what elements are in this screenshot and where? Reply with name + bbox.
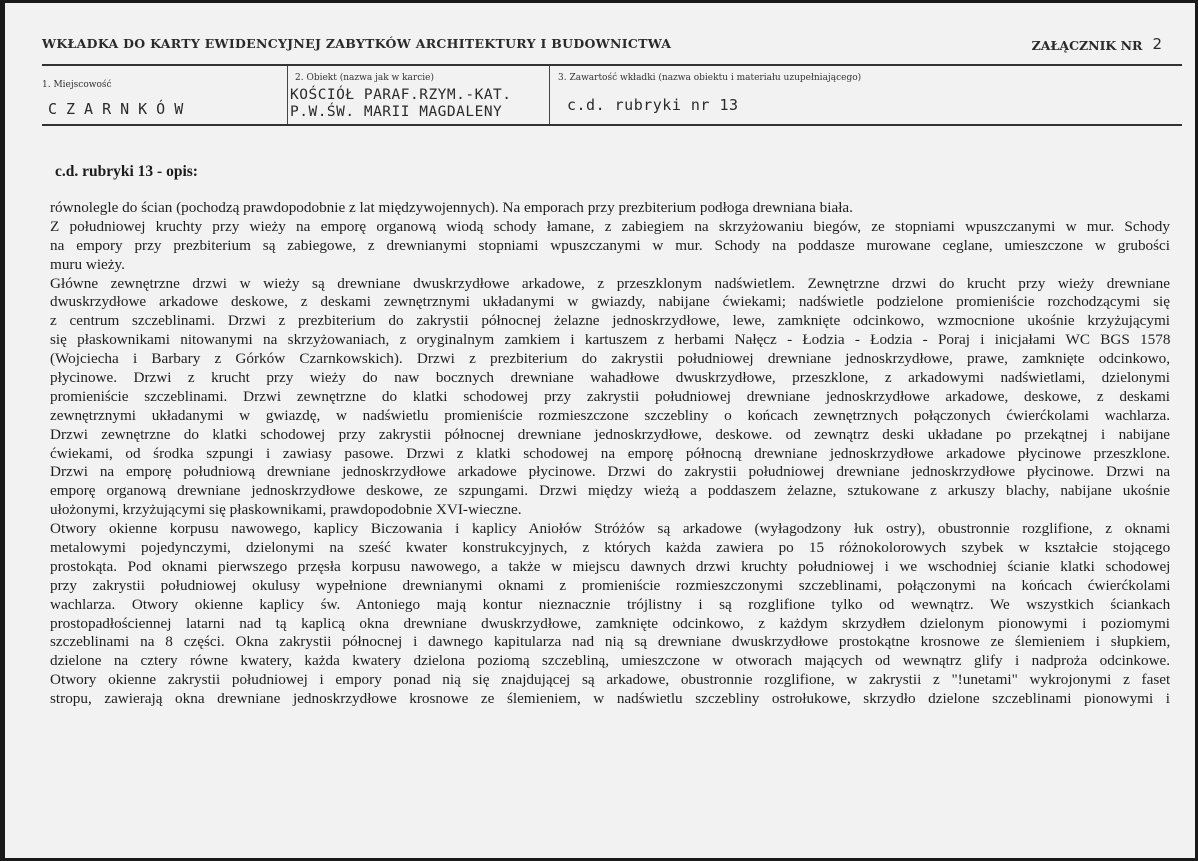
attachment-label-text: ZAŁĄCZNIK NR	[1031, 38, 1143, 53]
field-divider-1	[287, 66, 288, 124]
document-title: WKŁADKA DO KARTY EWIDENCYJNEJ ZABYTKÓW ARCHITEKTURY I BUDOWNICTWA	[42, 36, 672, 51]
header-top-rule	[42, 64, 1182, 66]
scanned-document-page	[5, 3, 1195, 858]
description-line: Drzwi zewnętrzne do klatki schodowej przy zakrystii północnej drewniane jednoskrzydłowe, deskowe. od zewnątrz deski układane po przekątnej i nabijane	[50, 425, 1170, 443]
description-line: Otwory okienne zakrystii południowej i empory ponad nią się znajdującej są arkadowe, obustronnie rozglifione, w zakrystii z "!unetami" wykrojonymi z faset	[50, 671, 1170, 689]
description-line: zewnętrznymi układanymi w gwiazdę, w nadświetlu promieniście rozmieszczone szczebliny o końcach zewnętrznych połączonych ćwierćkolami wachlarza.	[50, 406, 1170, 424]
description-line: z centrum szczeblinami. Drzwi z prezbiterium do zakrystii północnej żelazne jednoskrzydłowe, lewe, zamknięte odcinkowo, wzmocnione ukośnie krzyżującymi	[50, 312, 1170, 330]
description-line: przy zakrystii południowej okulusy wypełnione drewnianymi oknami z promieniście rozmieszczonymi szczeblinami, połączonymi na końcach ćwierćkolami	[50, 576, 1170, 594]
description-body	[50, 199, 1170, 709]
description-line: Z południowej kruchty przy wieży na emporę organową wiodą schody łamane, z zabiegiem na skrzyżowaniu biegów, ze stopniami wpuszczanymi w mur. Schody	[50, 217, 1170, 235]
object-value	[290, 87, 512, 121]
description-line: Główne zewnętrzne drzwi w wieży są drewniane dwuskrzydłowe arkadowe, z przeszklonym nadświetlem. Zewnętrzne drzwi do krucht przy wieży drewniane	[50, 274, 1170, 292]
contents-label: 3. Zawartość wkładki (nazwa obiektu i materiału uzupełniającego)	[558, 73, 862, 83]
attachment-number: 2	[1152, 35, 1162, 53]
header-bottom-rule	[42, 124, 1182, 126]
section-heading: c.d. rubryki 13 - opis:	[55, 163, 198, 180]
object-label: 2. Obiekt (nazwa jak w karcie)	[295, 73, 434, 83]
description-line: się płaskownikami nitowanymi na skrzyżowaniach, z oryginalnym zamkiem i kartuszem z herbami Nałęcz - Łodzia - Łodzia - Poraj i inicjałami WC BGS 1578	[50, 331, 1170, 349]
description-line: stropu, zawierają okna drewniane jednoskrzydłowe krosnowe ze ślemieniem, w nadświetlu szczebliny ostrołukowe, skrzydło dzielone szczeblinami pionowymi i	[50, 690, 1170, 708]
description-line: szczeblinami na 8 części. Okna zakrystii północnej i dawnego kapitularza nad nią są drewniane dwuskrzydłowe prostokątne krosnowe ze ślemieniem i słupkiem,	[50, 633, 1170, 651]
description-line: metalowymi pojedynczymi, dzielonymi na sześć kwater konstrukcyjnych, z których każda zawiera po 15 różnokolorowych szybek w kształcie stojącego	[50, 539, 1170, 557]
contents-value: c.d. rubryki nr 13	[567, 96, 739, 114]
description-line: ułożonymi, krzyżującymi się płaskownikami, prawdopodobnie XVI-wieczne.	[50, 501, 522, 519]
description-line: wachlarza. Otwory okienne kaplicy św. Antoniego mają kontur nieznacznie trójlistny i są rozglifione tylko od wewnątrz. We wszystkich ściankach	[50, 595, 1170, 613]
object-value-line-2: P.W.ŚW. MARII MAGDALENY	[290, 104, 503, 120]
object-value-line-1: KOŚCIÓŁ PARAF.RZYM.-KAT.	[290, 87, 512, 103]
field-divider-2	[549, 66, 550, 124]
description-line: prostopadłościennej latarni nad tą kaplicą okna drewniane dwuskrzydłowe, zamknięte odcinkowo, z każdym skrzydłem dzielonym pionowymi i poziomymi	[50, 614, 1170, 632]
description-line: płycinowe. Drzwi z krucht przy wieży do naw bocznych drewniane wahadłowe dwuskrzydłowe, przeszklone, z arkadowymi nadświetlami, dzielonymi	[50, 369, 1170, 387]
description-line: prostokąta. Pod oknami pierwszego przęsła korpusu nawowego, a także w miejscu dawnych drzwi kruchty południowej i we wschodniej ścianie klatki schodowej	[50, 557, 1170, 575]
description-line: dwuskrzydłowe arkadowe deskowe, z deskami zewnętrznymi układanymi w gwiazdy, nabijane ćwiekami; nadświetle podzielone promieniście rozchodzącymi się	[50, 293, 1170, 311]
description-line: dzielone na cztery równe kwatery, każda kwatery dzielona poziomą szczebliną, umieszczone w otworach mających od wewnątrz glify i nadproża odcinkowe.	[50, 652, 1170, 670]
description-line: Otwory okienne korpusu nawowego, kaplicy Biczowania i kaplicy Aniołów Stróżów są arkadowe (wyłagodzony łuk ostry), obustronnie rozglifione, z oknami	[50, 520, 1170, 538]
attachment-label	[1032, 36, 1162, 54]
description-line: promieniście szczeblinami. Drzwi zewnętrzne do klatki schodowej przy zakrystii południowej drewniane jednoskrzydłowe arkadowe, deskowe, z deskami	[50, 387, 1170, 405]
description-line: emporę organową drewniane jednoskrzydłowe deskowe, ze szpungami. Drzwi między wieżą a poddaszem żelazne, sztukowane z arkuszy blachy, nabijane ukośnie	[50, 482, 1170, 500]
description-line: równolegle do ścian (pochodzą prawdopodobnie z lat międzywojennych). Na emporach przy prezbiterium podłoga drewniana biała.	[50, 199, 853, 216]
locality-label: 1. Miejscowość	[42, 80, 112, 90]
description-line: ćwiekami, od środka szpungi i zawiasy pasowe. Drzwi z klatki schodowej na emporę północną drewniane jednoskrzydłowe arkadowe płycinowe przeszklone.	[50, 444, 1170, 462]
description-line: (Wojciecha i Barbary z Górków Czarnkowskich). Drzwi z prezbiterium do zakrystii południowej drewniane jednoskrzydłowe, prawe, zamknięte odcinkowo,	[50, 350, 1170, 368]
locality-value: CZARNKÓW	[48, 100, 193, 118]
description-line: na empory przy prezbiterium są zabiegowe, z drewnianymi stopniami wpuszczanymi w mur. Schody na poddasze murowane ceglane, umieszczone w grubości	[50, 236, 1170, 254]
description-line: muru wieży.	[50, 255, 125, 273]
document-header	[42, 36, 1162, 58]
description-line: Drzwi na emporę południową drewniane jednoskrzydłowe arkadowe płycinowe. Drzwi do zakrystii południowej drewniane jednoskrzydłowe płycinowe. Drzwi na	[50, 463, 1170, 481]
